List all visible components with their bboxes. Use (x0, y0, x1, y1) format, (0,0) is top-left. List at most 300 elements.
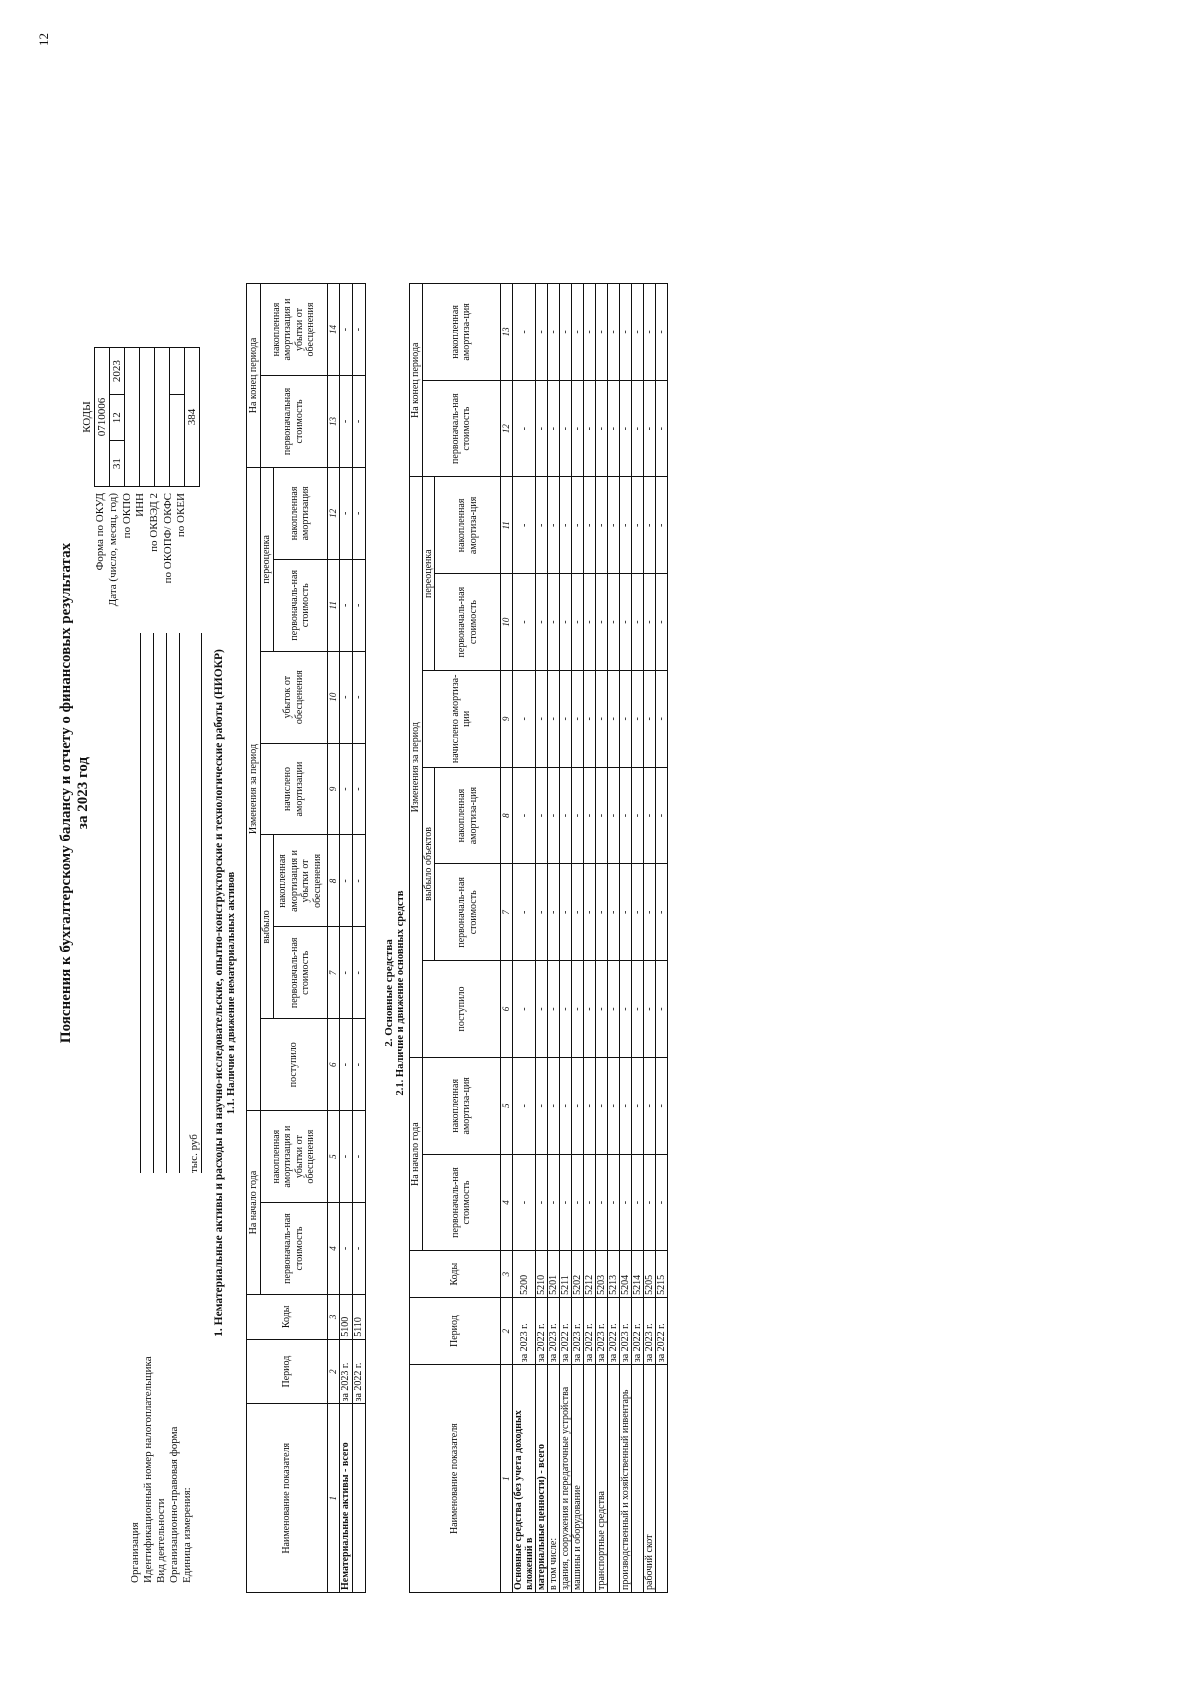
dash-cell: - (352, 284, 365, 376)
table-row (644, 284, 656, 1593)
t2-code-header: Коды (410, 1251, 501, 1298)
dash-cell: - (608, 380, 620, 477)
t1-changes-header: Изменения за период (247, 467, 261, 1110)
t1-end-amort: накопленная амортизация и убытки от обесценения (261, 284, 328, 376)
dash-cell: - (536, 380, 548, 477)
t1-column-numbers (327, 284, 339, 1593)
dash-cell: - (339, 835, 352, 927)
dash-cell: - (513, 1057, 536, 1154)
dash-cell: - (339, 1111, 352, 1203)
column-number: 11 (501, 477, 513, 574)
t1-disposed-initial: первоначаль-ная стоимость (273, 927, 327, 1019)
t2-period-header: Период (410, 1297, 501, 1364)
dash-cell: - (572, 961, 584, 1058)
dash-cell: - (548, 284, 560, 381)
t1-end-initial: первоначальная стоимость (261, 376, 328, 468)
column-number: 12 (501, 380, 513, 477)
column-number: 9 (327, 743, 339, 835)
inn-line (153, 633, 154, 1173)
dash-cell: - (572, 1057, 584, 1154)
dash-cell: - (632, 1154, 644, 1251)
row-name: Нематериальные активы - всего (339, 1404, 352, 1593)
row-code: 5212 (584, 1251, 596, 1298)
dash-cell: - (339, 467, 352, 559)
dash-cell: - (656, 574, 668, 671)
fixed-assets-table (409, 283, 668, 1593)
dash-cell: - (620, 961, 632, 1058)
table-row (560, 284, 572, 1593)
dash-cell: - (548, 961, 560, 1058)
dash-cell: - (656, 380, 668, 477)
dash-cell: - (656, 767, 668, 864)
dash-cell: - (548, 477, 560, 574)
column-number: 7 (327, 927, 339, 1019)
t1-revaluation: переоценка (261, 467, 274, 651)
t2-name-header: Наименование показателя (410, 1365, 501, 1593)
table-row (620, 284, 632, 1593)
column-number: 2 (327, 1339, 339, 1404)
dash-cell: - (352, 467, 365, 559)
dash-cell: - (584, 961, 596, 1058)
dash-cell: - (596, 380, 608, 477)
dash-cell: - (560, 670, 572, 767)
dash-cell: - (536, 1057, 548, 1154)
t2-reval-amort: накопленная амортиза-ция (435, 477, 501, 574)
t2-end-header: На конец периода (410, 284, 423, 478)
dash-cell: - (596, 1057, 608, 1154)
dash-cell: - (632, 574, 644, 671)
dash-cell: - (644, 864, 656, 961)
code-label-okpo: по ОКПО (120, 493, 133, 539)
column-number: 10 (327, 651, 339, 743)
dash-cell: - (548, 1057, 560, 1154)
row-code: 5215 (656, 1251, 668, 1298)
t2-received: поступило (422, 961, 501, 1058)
label-legal-form: Организационно-правовая форма (168, 1426, 180, 1583)
code-label-okud: Форма по ОКУД (93, 493, 106, 571)
dash-cell: - (352, 376, 365, 468)
dash-cell: - (536, 767, 548, 864)
table-row (608, 284, 620, 1593)
t1-code-header: Коды (247, 1294, 328, 1339)
dash-cell: - (560, 1154, 572, 1251)
t2-body (513, 284, 668, 1593)
label-inn: Идентификационный номер налогоплательщика (142, 1356, 154, 1583)
dash-cell: - (572, 767, 584, 864)
code-month: 12 (110, 395, 125, 441)
t1-body (339, 284, 365, 1593)
column-number: 6 (327, 1019, 339, 1111)
t2-accrued: начислено амортиза- ции (422, 670, 501, 767)
legal-form-line (179, 633, 180, 1173)
dash-cell: - (584, 767, 596, 864)
dash-cell: - (560, 864, 572, 961)
code-okfs-cell (170, 348, 185, 395)
t1-name-header: Наименование показателя (247, 1404, 328, 1593)
row-code: 5211 (560, 1251, 572, 1298)
dash-cell: - (596, 767, 608, 864)
code-label-okei: по ОКЕИ (175, 493, 188, 538)
dash-cell: - (656, 477, 668, 574)
dash-cell: - (632, 380, 644, 477)
column-number: 5 (327, 1111, 339, 1203)
dash-cell: - (620, 284, 632, 381)
dash-cell: - (339, 376, 352, 468)
column-number: 8 (501, 767, 513, 864)
title-line-1: Пояснения к бухгалтерскому балансу и отчету о финансовых результатах (58, 542, 74, 1044)
dash-cell: - (632, 767, 644, 864)
dash-cell: - (656, 864, 668, 961)
dash-cell: - (548, 767, 560, 864)
row-period: за 2022 г. (536, 1297, 548, 1364)
dash-cell: - (644, 1154, 656, 1251)
dash-cell: - (572, 284, 584, 381)
dash-cell: - (632, 1057, 644, 1154)
row-code: 5210 (536, 1251, 548, 1298)
dash-cell: - (608, 477, 620, 574)
dash-cell: - (352, 835, 365, 927)
dash-cell: - (513, 477, 536, 574)
dash-cell: - (620, 670, 632, 767)
table-row (352, 284, 365, 1593)
dash-cell: - (513, 574, 536, 671)
row-code: 5110 (352, 1294, 365, 1339)
row-period: за 2022 г. (608, 1297, 620, 1364)
dash-cell: - (608, 1154, 620, 1251)
dash-cell: - (584, 864, 596, 961)
t2-column-numbers (501, 284, 513, 1593)
dash-cell: - (644, 961, 656, 1058)
table-row (584, 284, 596, 1593)
column-number: 8 (327, 835, 339, 927)
unit-line (201, 633, 202, 1173)
t1-reval-amort: накопленная амортизация (273, 467, 327, 559)
dash-cell: - (536, 864, 548, 961)
dash-cell: - (536, 477, 548, 574)
dash-cell: - (584, 670, 596, 767)
dash-cell: - (632, 284, 644, 381)
row-period: за 2023 г. (572, 1297, 584, 1364)
dash-cell: - (644, 284, 656, 381)
row-period: за 2022 г. (584, 1297, 596, 1364)
dash-cell: - (548, 574, 560, 671)
row-name: Основные средства (без учета доходных вложений в (513, 1365, 536, 1593)
dash-cell: - (536, 574, 548, 671)
dash-cell: - (608, 961, 620, 1058)
code-label-inn: ИНН (134, 493, 147, 517)
dash-cell: - (656, 1154, 668, 1251)
section1-title: 1. Нематериальные активы и расходы на научно-исследовательские, опытно-конструкторские и технологические работы (НИОКР) (213, 649, 225, 1337)
t2-end-amort: накопленная амортиза-ция (422, 284, 501, 381)
dash-cell: - (656, 670, 668, 767)
dash-cell: - (596, 477, 608, 574)
dash-cell: - (656, 961, 668, 1058)
dash-cell: - (596, 670, 608, 767)
dash-cell: - (513, 767, 536, 864)
dash-cell: - (339, 1203, 352, 1295)
dash-cell: - (560, 574, 572, 671)
dash-cell: - (536, 961, 548, 1058)
codes-table (80, 347, 200, 487)
dash-cell: - (536, 284, 548, 381)
t1-begin-header: На начало года (247, 1111, 261, 1295)
code-label-okved: по ОКВЭД 2 (147, 493, 160, 552)
dash-cell: - (644, 670, 656, 767)
dash-cell: - (620, 767, 632, 864)
dash-cell: - (608, 767, 620, 864)
label-activity: Вид деятельности (155, 1498, 167, 1583)
dash-cell: - (608, 670, 620, 767)
row-period: за 2023 г. (513, 1297, 536, 1364)
dash-cell: - (596, 961, 608, 1058)
dash-cell: - (572, 1154, 584, 1251)
dash-cell: - (352, 927, 365, 1019)
column-number: 3 (501, 1251, 513, 1298)
t1-reval-initial: первоначаль-ная стоимость (273, 559, 327, 651)
dash-cell: - (632, 670, 644, 767)
code-okpo-cell (125, 348, 140, 487)
row-period: за 2023 г. (548, 1297, 560, 1364)
section2-subtitle: 2.1. Наличие и движение основных средств (395, 890, 406, 1096)
dash-cell: - (352, 651, 365, 743)
column-number: 12 (327, 467, 339, 559)
dash-cell: - (608, 284, 620, 381)
dash-cell: - (596, 574, 608, 671)
dash-cell: - (644, 380, 656, 477)
activity-line (166, 633, 167, 1173)
table-row (632, 284, 644, 1593)
dash-cell: - (608, 1057, 620, 1154)
dash-cell: - (644, 477, 656, 574)
table-row (596, 284, 608, 1593)
dash-cell: - (339, 743, 352, 835)
row-code: 5202 (572, 1251, 584, 1298)
dash-cell: - (596, 864, 608, 961)
dash-cell: - (572, 574, 584, 671)
dash-cell: - (572, 380, 584, 477)
dash-cell: - (644, 574, 656, 671)
column-number: 7 (501, 864, 513, 961)
column-number: 1 (327, 1404, 339, 1593)
t2-disposed: выбыло объектов (422, 767, 435, 960)
dash-cell: - (560, 767, 572, 864)
row-code: 5200 (513, 1251, 536, 1298)
row-period: за 2023 г. (644, 1297, 656, 1364)
code-label-date: Дата (число, месяц, год) (107, 493, 120, 607)
code-label-okopf: по ОКОПФ/ ОКФС (161, 493, 174, 584)
section1-subtitle: 1.1. Наличие и движение нематериальных активов (226, 871, 237, 1115)
code-okei: 384 (185, 348, 200, 487)
dash-cell: - (339, 1019, 352, 1111)
t2-begin-initial: первоначаль-ная стоимость (422, 1154, 501, 1251)
row-name: рабочий скот (644, 1365, 656, 1593)
dash-cell: - (572, 477, 584, 574)
row-name: материальные ценности) - всего (536, 1365, 548, 1593)
row-period: за 2022 г. (560, 1297, 572, 1364)
dash-cell: - (339, 927, 352, 1019)
dash-cell: - (352, 743, 365, 835)
dash-cell: - (572, 670, 584, 767)
t2-begin-header: На начало года (410, 1057, 423, 1250)
dash-cell: - (596, 1154, 608, 1251)
dash-cell: - (644, 767, 656, 864)
unit-value: тыс. руб (188, 1134, 200, 1173)
column-number: 14 (327, 284, 339, 376)
t1-disposed: выбыло (261, 835, 274, 1019)
row-name: транспортные средства (596, 1365, 608, 1593)
dash-cell: - (513, 1154, 536, 1251)
t1-period-header: Период (247, 1339, 328, 1404)
dash-cell: - (352, 1111, 365, 1203)
dash-cell: - (632, 477, 644, 574)
row-name: в том числе: (548, 1365, 560, 1593)
column-number: 1 (501, 1365, 513, 1593)
dash-cell: - (584, 1154, 596, 1251)
column-number: 9 (501, 670, 513, 767)
code-day: 31 (110, 441, 125, 487)
dash-cell: - (560, 284, 572, 381)
column-number: 4 (501, 1154, 513, 1251)
table-row (656, 284, 668, 1593)
dash-cell: - (548, 670, 560, 767)
dash-cell: - (560, 1057, 572, 1154)
t1-begin-amort: накопленная амортизация и убытки от обесценения (261, 1111, 328, 1203)
t1-begin-initial: первоначаль-ная стоимость (261, 1203, 328, 1295)
dash-cell: - (620, 1057, 632, 1154)
t2-reval-initial: первоначаль-ная стоимость (435, 574, 501, 671)
row-name: машины и оборудование (572, 1365, 584, 1593)
dash-cell: - (620, 864, 632, 961)
dash-cell: - (339, 559, 352, 651)
table-row (536, 284, 548, 1593)
table-row (339, 284, 352, 1593)
row-name (608, 1365, 620, 1593)
table-row (548, 284, 560, 1593)
dash-cell: - (656, 284, 668, 381)
row-period: за 2022 г. (632, 1297, 644, 1364)
t2-disposed-initial: первоначаль-ная стоимость (435, 864, 501, 961)
dash-cell: - (620, 574, 632, 671)
column-number: 4 (327, 1203, 339, 1295)
t1-impairment: убыток от обесценения (261, 651, 328, 743)
dash-cell: - (548, 1154, 560, 1251)
dash-cell: - (513, 864, 536, 961)
table-row (572, 284, 584, 1593)
t1-accrued: начислено амортизации (261, 743, 328, 835)
dash-cell: - (608, 574, 620, 671)
dash-cell: - (352, 559, 365, 651)
dash-cell: - (632, 961, 644, 1058)
code-year: 2023 (110, 348, 125, 395)
codes-labels (80, 493, 189, 613)
dash-cell: - (620, 1154, 632, 1251)
row-code: 5100 (339, 1294, 352, 1339)
dash-cell: - (352, 1019, 365, 1111)
dash-cell: - (584, 380, 596, 477)
code-okud: 0710006 (95, 348, 110, 487)
column-number: 2 (501, 1297, 513, 1364)
dash-cell: - (536, 670, 548, 767)
row-period: за 2022 г. (656, 1297, 668, 1364)
dash-cell: - (656, 1057, 668, 1154)
dash-cell: - (513, 670, 536, 767)
intangible-assets-table (246, 283, 366, 1593)
dash-cell: - (584, 477, 596, 574)
dash-cell: - (596, 284, 608, 381)
dash-cell: - (608, 864, 620, 961)
row-period: за 2023 г. (596, 1297, 608, 1364)
dash-cell: - (548, 864, 560, 961)
dash-cell: - (584, 574, 596, 671)
row-name (632, 1365, 644, 1593)
row-code: 5213 (608, 1251, 620, 1298)
dash-cell: - (339, 651, 352, 743)
row-code: 5203 (596, 1251, 608, 1298)
row-name (584, 1365, 596, 1593)
code-okved-cell (155, 348, 170, 487)
label-unit: Единица измерения: (181, 1487, 193, 1583)
column-number: 5 (501, 1057, 513, 1154)
dash-cell: - (560, 477, 572, 574)
title-line-2: за 2023 год (75, 756, 91, 830)
row-period: за 2023 г. (620, 1297, 632, 1364)
row-code: 5205 (644, 1251, 656, 1298)
dash-cell: - (513, 380, 536, 477)
page-number: 12 (36, 33, 51, 46)
t2-changes-header: Изменения за период (410, 477, 423, 1057)
row-name: здания, сооружения и передаточные устройства (560, 1365, 572, 1593)
row-name (352, 1404, 365, 1593)
dash-cell: - (632, 864, 644, 961)
code-okopf-cell (170, 395, 185, 487)
table-row (513, 284, 536, 1593)
dash-cell: - (584, 1057, 596, 1154)
dash-cell: - (560, 961, 572, 1058)
t1-end-header: На конец периода (247, 284, 261, 468)
t1-disposed-amort: накопленная амортизация и убытки от обесценения (273, 835, 327, 927)
row-code: 5201 (548, 1251, 560, 1298)
t2-begin-amort: накопленная амортиза-ция (422, 1057, 501, 1154)
dash-cell: - (352, 1203, 365, 1295)
dash-cell: - (513, 284, 536, 381)
organization-line (140, 633, 141, 1173)
row-period: за 2022 г. (352, 1339, 365, 1404)
codes-header: КОДЫ (80, 348, 95, 487)
column-number: 3 (327, 1294, 339, 1339)
dash-cell: - (560, 380, 572, 477)
row-name: производственный и хозяйственный инвентарь (620, 1365, 632, 1593)
dash-cell: - (620, 477, 632, 574)
dash-cell: - (620, 380, 632, 477)
column-number: 6 (501, 961, 513, 1058)
row-name (656, 1365, 668, 1593)
dash-cell: - (513, 961, 536, 1058)
column-number: 11 (327, 559, 339, 651)
code-inn-cell (140, 348, 155, 487)
dash-cell: - (548, 380, 560, 477)
dash-cell: - (536, 1154, 548, 1251)
t2-disposed-amort: накопленная амортиза-ция (435, 767, 501, 864)
column-number: 10 (501, 574, 513, 671)
t2-revaluation: переоценка (422, 477, 435, 670)
column-number: 13 (327, 376, 339, 468)
t2-end-initial: первоначаль-ная стоимость (422, 380, 501, 477)
label-organization: Организация (129, 1522, 141, 1583)
dash-cell: - (644, 1057, 656, 1154)
dash-cell: - (339, 284, 352, 376)
row-code: 5214 (632, 1251, 644, 1298)
dash-cell: - (584, 284, 596, 381)
